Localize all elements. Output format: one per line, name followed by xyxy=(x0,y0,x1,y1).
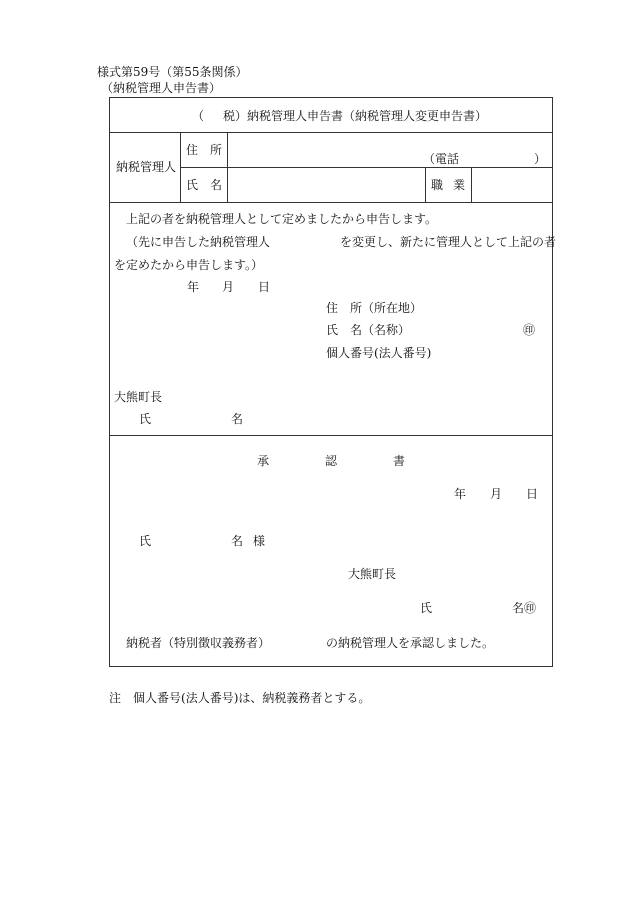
applicant-address-char-2: 所（所在地） xyxy=(350,301,423,315)
approval-title-char-2: 認 xyxy=(325,454,338,468)
approval-statement-a: 納税者（特別徴収義務者） xyxy=(126,636,271,650)
approval-issuer: 大熊町長 xyxy=(348,567,397,581)
occupation-col-right xyxy=(471,167,472,202)
sublabel-col-divider xyxy=(227,132,228,202)
approval-issuer-char-1: 氏 xyxy=(420,601,433,615)
address-label xyxy=(186,144,222,156)
address-name-divider xyxy=(180,167,552,168)
addressee-name-label xyxy=(139,413,243,425)
occupation-label-char-1: 職 xyxy=(431,178,444,192)
addressee: 大熊町長 xyxy=(114,390,163,404)
footnote xyxy=(109,692,370,704)
occupation-col-left xyxy=(425,167,426,202)
form-frame xyxy=(109,97,557,667)
title-row-divider xyxy=(110,132,552,133)
applicant-number-label: 個人番号(法人番号) xyxy=(326,346,432,360)
declaration-date-month: 月 xyxy=(222,280,235,294)
title-open-paren: （ xyxy=(192,109,205,123)
declaration-date-year: 年 xyxy=(187,280,200,294)
addressee-name-char-1: 氏 xyxy=(139,412,152,426)
declaration-line-1: 上記の者を納税管理人として定めましたから申告します。 xyxy=(126,212,438,226)
approval-date-day: 日 xyxy=(526,487,539,501)
manager-table-bottom xyxy=(110,202,552,203)
name-label-char-1: 氏 xyxy=(186,178,199,192)
approval-date-month: 月 xyxy=(490,487,503,501)
footnote-label: 注 xyxy=(109,691,122,705)
phone-close-paren: ） xyxy=(534,152,547,166)
approval-title-char-3: 書 xyxy=(393,454,406,468)
addressee-name-char-2: 名 xyxy=(231,412,244,426)
applicant-name-char-2: 名（名称） xyxy=(350,323,411,337)
approval-recipient-honorific: 様 xyxy=(253,534,266,548)
label-col-divider xyxy=(180,132,181,202)
approval-recipient-char-1: 氏 xyxy=(139,534,152,548)
name-label xyxy=(186,179,222,191)
approval-statement-b: の納税管理人を承認しました。 xyxy=(326,636,495,650)
form-number: 様式第59号（第55条関係） xyxy=(97,65,248,79)
occupation-label-char-2: 業 xyxy=(453,178,466,192)
applicant-address-char-1: 住 xyxy=(326,301,339,315)
address-label-char-2: 所 xyxy=(210,143,223,157)
occupation-label xyxy=(431,179,465,191)
approval-title xyxy=(257,455,405,467)
approval-recipient xyxy=(139,535,265,547)
declaration-line-3: を定めたから申告します。） xyxy=(114,258,264,272)
approval-date-year: 年 xyxy=(454,487,467,501)
approval-divider xyxy=(110,435,552,436)
applicant-address-label xyxy=(326,302,422,314)
approval-issuer-name-label xyxy=(420,602,536,614)
manager-row-label: 納税管理人 xyxy=(116,160,177,174)
approval-issuer-char-2: 名㊞ xyxy=(512,601,537,615)
declaration-line-2a: （先に申告した納税管理人 xyxy=(126,235,271,249)
applicant-name-char-1: 氏 xyxy=(326,323,339,337)
footnote-text: 個人番号(法人番号)は、納税義務者とする。 xyxy=(133,691,371,705)
applicant-seal: ㊞ xyxy=(523,323,536,337)
name-label-char-2: 名 xyxy=(210,178,223,192)
form-title: 税）納税管理人申告書（納税管理人変更申告書） xyxy=(223,109,488,123)
declaration-date-day: 日 xyxy=(258,280,271,294)
approval-title-char-1: 承 xyxy=(257,454,270,468)
applicant-name-label xyxy=(326,324,410,336)
phone-label: （電話 xyxy=(423,152,460,166)
declaration-line-2b: を変更し、新たに管理人として上記の者 xyxy=(340,235,557,249)
approval-recipient-char-2: 名 xyxy=(231,534,244,548)
form-name: （納税管理人申告書） xyxy=(101,81,222,95)
address-label-char-1: 住 xyxy=(186,143,199,157)
